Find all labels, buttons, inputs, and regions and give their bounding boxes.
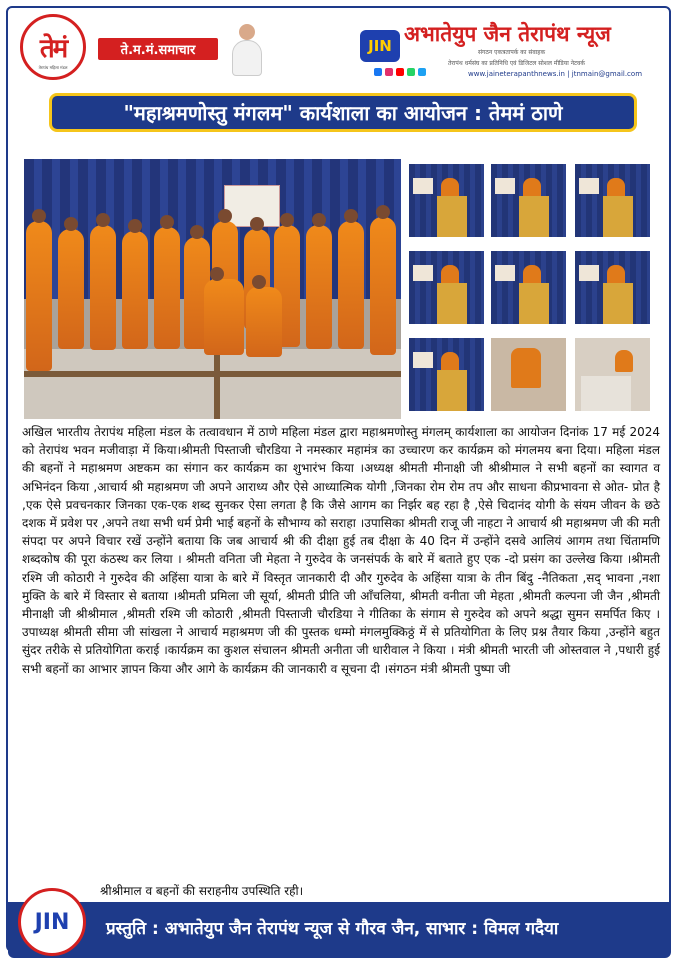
- event-thumbnail: [575, 338, 650, 411]
- event-thumbnail: [409, 164, 484, 237]
- youtube-icon[interactable]: [396, 68, 404, 76]
- event-thumbnail: [491, 338, 566, 411]
- event-thumbnail: [491, 251, 566, 324]
- footer-logo-text: JIN: [34, 909, 70, 935]
- whatsapp-icon[interactable]: [407, 68, 415, 76]
- event-thumbnail: [575, 251, 650, 324]
- article-title: "महाश्रमणोस्तु मंगलम" कार्यशाला का आयोजन : तेममं ठाणे: [123, 101, 563, 125]
- footer-credit: प्रस्तुति : अभातेयुप जैन तेरापंथ न्यूज से गौरव जैन, साभार : विमल गदैया: [106, 919, 559, 939]
- logo-mark: तेमं: [39, 34, 67, 64]
- footer-jin-logo: [18, 888, 86, 956]
- article-title-bar: [49, 93, 637, 132]
- group-photo: [24, 159, 401, 419]
- event-thumbnail: [575, 164, 650, 237]
- article-body-end: श्रीश्रीमाल व बहनों की सराहनीय उपस्थिति रही।: [100, 884, 304, 898]
- jin-logo: [360, 30, 400, 62]
- event-thumbnail: [409, 338, 484, 411]
- facebook-icon[interactable]: [374, 68, 382, 76]
- event-thumbnail: [491, 164, 566, 237]
- jin-logo-text: JIN: [368, 37, 392, 55]
- news-category-badge: ते.म.मं.समाचार: [98, 38, 218, 60]
- instagram-icon[interactable]: [385, 68, 393, 76]
- social-icons: [374, 68, 426, 76]
- news-tagline: संगठन एकत्रतापर्क का संवाहक: [478, 49, 546, 56]
- news-tagline-secondary: तेरापंथ धर्मसंघ का प्रतिनिधि एवं डिजिटल सोशल मीडिया नेटवर्क: [448, 60, 585, 67]
- logo-subtext: तेरापंथ महिला मंडल: [38, 65, 68, 70]
- website-url[interactable]: www.jaineterapanthnews.in | jtnmain@gmail.com: [468, 70, 643, 78]
- event-thumbnail: [409, 251, 484, 324]
- temm-logo: [20, 14, 86, 80]
- guru-portrait-icon: [230, 24, 264, 76]
- news-brand-title: अभातेयुप जैन तेरापंथ न्यूज: [404, 21, 611, 46]
- twitter-icon[interactable]: [418, 68, 426, 76]
- article-body: अखिल भारतीय तेरापंथ महिला मंडल के तत्वावधान में ठाणे महिला मंडल द्वारा महाश्रमणोस्तु मंगलम् कार्यशाला का आयोजन दिनांक 17 मई 2024 को तेरापंथ भवन मजीवाड़ा में किया।श्रीमती पिस्ताजी चौरडिया ने नमस्कार महामंत्र का उच्चारण कर कार्यक्रम को मंगलमय बना दिया। महिला मंडल की बहनों ने महाश्रमण अष्टकम का संगान कर कार्यक्रम का शुभारंभ किया ।अध्यक्ष श्रीमती मीनाक्षी जी श्रीश्रीमाल ने सभी बहनों का स्वागत व अभिनंदन किया ,आचार्य श्री महाश्रमण जी अपने आराध्य और ऐसे आध्यात्मिक योगी ,जिनका रोम रोम तप और साधना कीप्रभावना से ओत- प्रोत है ,एक ऐसे प्रवचनकार जिनका एक-एक शब्द सुनकर ऐसा लगता है कि जैसे आगम का निर्झर बह रहा है ,ऐसे चिदानंद योगी के संयम जीवन के छठे दशक में प्रवेश पर ,अपने तथा सभी धर्म प्रेमी भाई बहनों के सौभाग्य को सराहा ।उपासिका श्रीमती राजू जी नाहटा ने आचार्य श्री महाश्रमण जी की मती संपदा पर अपने विचार रखें उन्होंने बताया कि जब आचार्य श्री की दीक्षा हुई तब दीक्षा के 40 दिन में उन्होंने दसवे आलियं आगम तथा चिंतामणि शब्दकोष की पूरा कंठस्थ कर लिया । श्रीमती वनिता जी मेहता ने गुरुदेव के जनसंपर्क के बारे में बताते हुए एक -दो प्रसंग का उल्लेख किया ।श्रीमती रश्मि जी कोठारी ने गुरुदेव की अहिंसा यात्रा के बारे में विस्तृत जानकारी दी और गुरुदेव के अहिंसा यात्रा के तीन बिंदु -नैतिकता ,सद् भावना ,नशा मुक्ति के बारे में विस्तार से बताया ।श्रीमती प्रमिला जी सूर्या, श्रीमती प्रीति जी आँचलिया, श्रीमती वनीता जी मेहता ,श्रीमती कल्पना जी जैन ,श्रीमती मीनाक्षी जी श्रीश्रीमाल ,श्रीमती रश्मि जी कोठारी ,श्रीमती पिस्ताजी चौरडिया ने गीतिका के संगाम से गुरुदेव को अपने श्रद्धा सुमन समर्पित किए । उपाध्यक्ष श्रीमती सीमा जी सांखला ने आचार्य महाश्रमण जी की पुस्तक धम्मो मंगलमुक्किठ्ठं में से प्रतियोगिता के लिए प्रश्न तैयार किया ,उन्होंने बहुत सुंदर तरीके से प्रतियोगिता कराई ।कार्यक्रम का कुशल संचालन श्रीमती अनीता जी धारीवाल ने किया । मंत्री श्रीमती भारती जी ओस्तवाल ने ,पधारी हुई सभी बहनों का आभार ज्ञापन किया और आगे के कार्यक्रम की जानकारी व सूचना दी ।संगठन मंत्री श्रीमती पुष्पा जी: [22, 425, 660, 676]
- footer: [8, 902, 671, 958]
- header: [8, 8, 671, 84]
